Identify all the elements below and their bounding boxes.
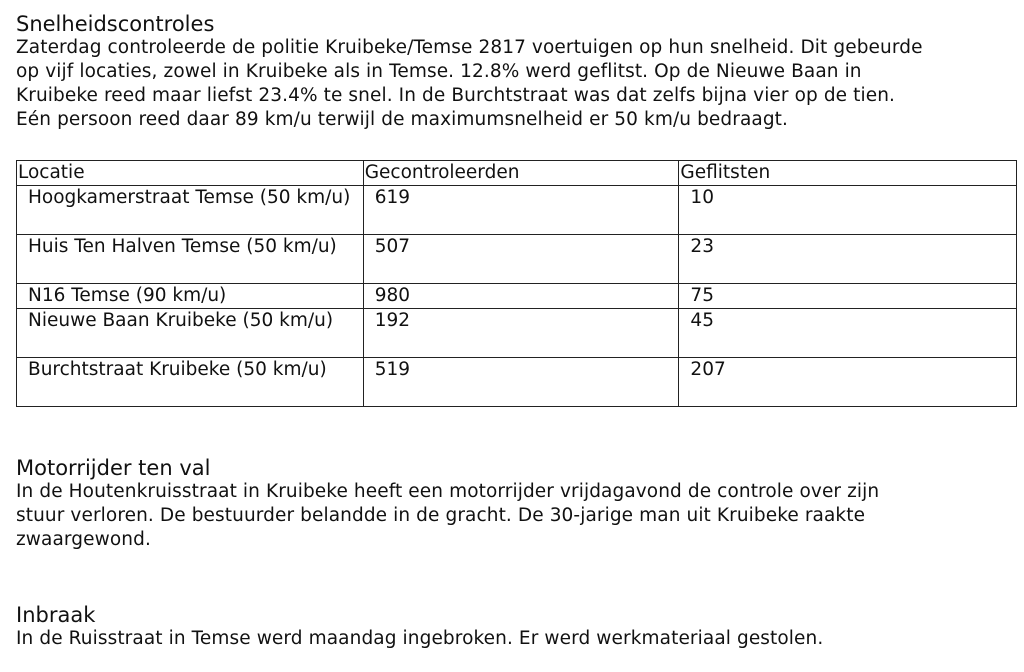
cell-geflitsten: 23 — [679, 235, 1017, 284]
table-row — [17, 186, 1017, 235]
table-row — [17, 284, 1017, 309]
cell-gecontroleerden: 192 — [363, 309, 679, 358]
cell-locatie: Nieuwe Baan Kruibeke (50 km/u) — [17, 309, 364, 358]
paragraph-line: In de Ruisstraat in Temse werd maandag ingebroken. Er werd werkmateriaal gestolen. — [16, 628, 824, 649]
speed-check-table — [16, 160, 1017, 407]
table-row — [17, 235, 1017, 284]
column-header-gecontroleerden: Gecontroleerden — [363, 161, 679, 186]
table-row — [17, 358, 1017, 407]
cell-gecontroleerden: 980 — [363, 284, 679, 309]
paragraph-line: op vijf locaties, zowel in Kruibeke als in Temse. 12.8% werd geflitst. Op de Nieuwe Baan in — [16, 61, 862, 82]
cell-geflitsten: 75 — [679, 284, 1017, 309]
paragraph-line: zwaargewond. — [16, 529, 151, 550]
paragraph-line: Zaterdag controleerde de politie Kruibeke/Temse 2817 voertuigen op hun snelheid. Dit gebeurde — [16, 37, 923, 58]
table-header-row — [17, 161, 1017, 186]
section-title: Motorrijder ten val — [16, 456, 211, 480]
cell-geflitsten: 45 — [679, 309, 1017, 358]
cell-locatie: Huis Ten Halven Temse (50 km/u) — [17, 235, 364, 284]
cell-geflitsten: 207 — [679, 358, 1017, 407]
paragraph-line: stuur verloren. De bestuurder belandde in de gracht. De 30-jarige man uit Kruibeke raakte — [16, 505, 866, 526]
paragraph-line: Kruibeke reed maar liefst 23.4% te snel. In de Burchtstraat was dat zelfs bijna vier op de tien. — [16, 85, 896, 106]
paragraph-line: Eén persoon reed daar 89 km/u terwijl de maximumsnelheid er 50 km/u bedraagt. — [16, 109, 789, 130]
section-title: Inbraak — [16, 603, 96, 627]
cell-locatie: Hoogkamerstraat Temse (50 km/u) — [17, 186, 364, 235]
cell-gecontroleerden: 519 — [363, 358, 679, 407]
section-motorrijder — [16, 456, 1016, 552]
section-title: Snelheidscontroles — [16, 12, 215, 36]
section-inbraak — [16, 603, 1016, 651]
cell-gecontroleerden: 619 — [363, 186, 679, 235]
column-header-locatie: Locatie — [17, 161, 364, 186]
table-row — [17, 309, 1017, 358]
cell-geflitsten: 10 — [679, 186, 1017, 235]
cell-locatie: N16 Temse (90 km/u) — [17, 284, 364, 309]
cell-locatie: Burchtstraat Kruibeke (50 km/u) — [17, 358, 364, 407]
cell-gecontroleerden: 507 — [363, 235, 679, 284]
column-header-geflitsten: Geflitsten — [679, 161, 1017, 186]
section-snelheidscontroles — [16, 12, 1016, 132]
paragraph-line: In de Houtenkruisstraat in Kruibeke heeft een motorrijder vrijdagavond de controle over zijn — [16, 481, 880, 502]
